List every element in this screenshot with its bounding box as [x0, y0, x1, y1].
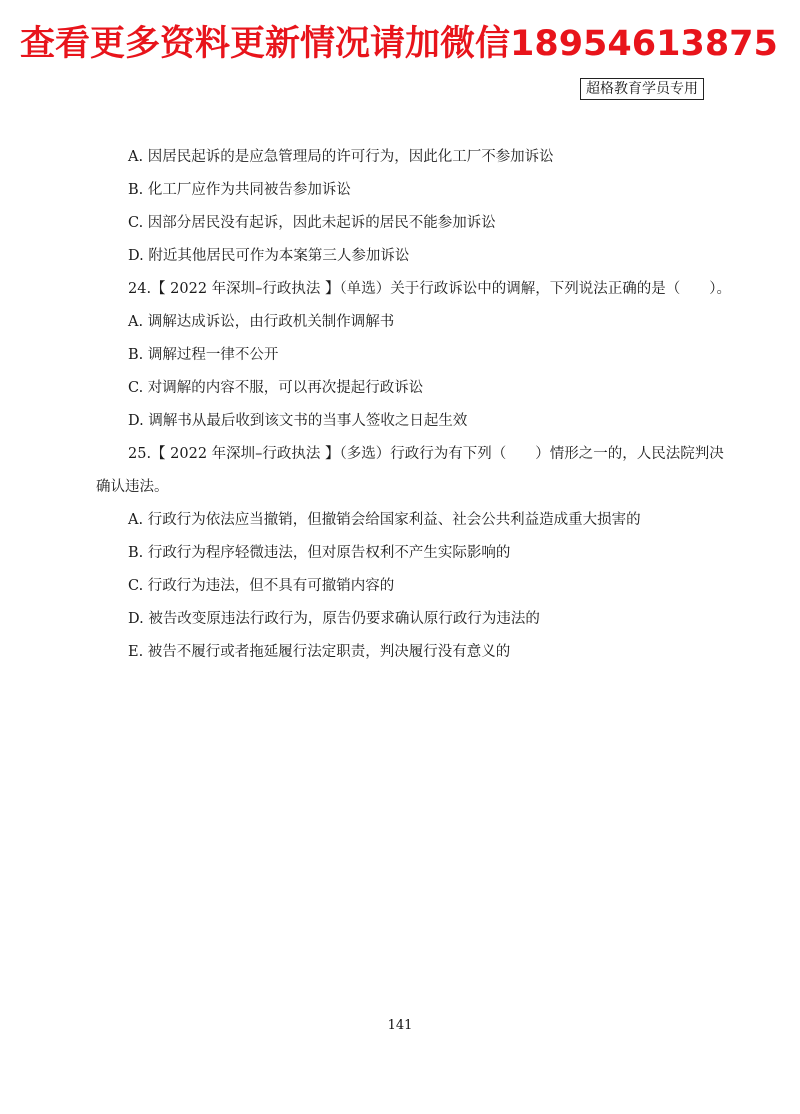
q24-option-a: A. 调解达成诉讼，由行政机关制作调解书 — [128, 314, 395, 330]
q25-option-a: A. 行政行为依法应当撤销，但撤销会给国家利益、社会公共利益造成重大损害的 — [128, 512, 641, 528]
q25-option-b: B. 行政行为程序轻微违法，但对原告权利不产生实际影响的 — [128, 545, 511, 561]
q23-option-d: D. 附近其他居民可作为本案第三人参加诉讼 — [128, 248, 410, 264]
q24-stem: 24.【 2022 年深圳–行政执法 】（单选）关于行政诉讼中的调解，下列说法正确的是（ ）。 — [128, 281, 732, 297]
watermark-banner: 查看更多资料更新情况请加微信18954613875 — [20, 24, 778, 64]
q25-stem-line2: 确认违法。 — [96, 479, 169, 495]
q23-option-a: A. 因居民起诉的是应急管理局的许可行为，因此化工厂不参加诉讼 — [128, 149, 554, 165]
page-number: 141 — [387, 1018, 413, 1033]
q25-stem-line1: 25.【 2022 年深圳–行政执法 】（多选）行政行为有下列（ ）情形之一的，人民法院判决 — [128, 446, 724, 462]
q25-option-e: E. 被告不履行或者拖延履行法定职责，判决履行没有意义的 — [128, 644, 511, 660]
q25-option-c: C. 行政行为违法，但不具有可撤销内容的 — [128, 578, 395, 594]
q24-option-c: C. 对调解的内容不服，可以再次提起行政诉讼 — [128, 380, 424, 396]
q23-option-c: C. 因部分居民没有起诉，因此未起诉的居民不能参加诉讼 — [128, 215, 496, 231]
q23-option-b: B. 化工厂应作为共同被告参加诉讼 — [128, 182, 351, 198]
q24-option-b: B. 调解过程一律不公开 — [128, 347, 279, 363]
q24-option-d: D. 调解书从最后收到该文书的当事人签收之日起生效 — [128, 413, 468, 429]
q25-option-d: D. 被告改变原违法行政行为，原告仍要求确认原行政行为违法的 — [128, 611, 540, 627]
student-use-stamp: 超格教育学员专用 — [580, 78, 704, 100]
